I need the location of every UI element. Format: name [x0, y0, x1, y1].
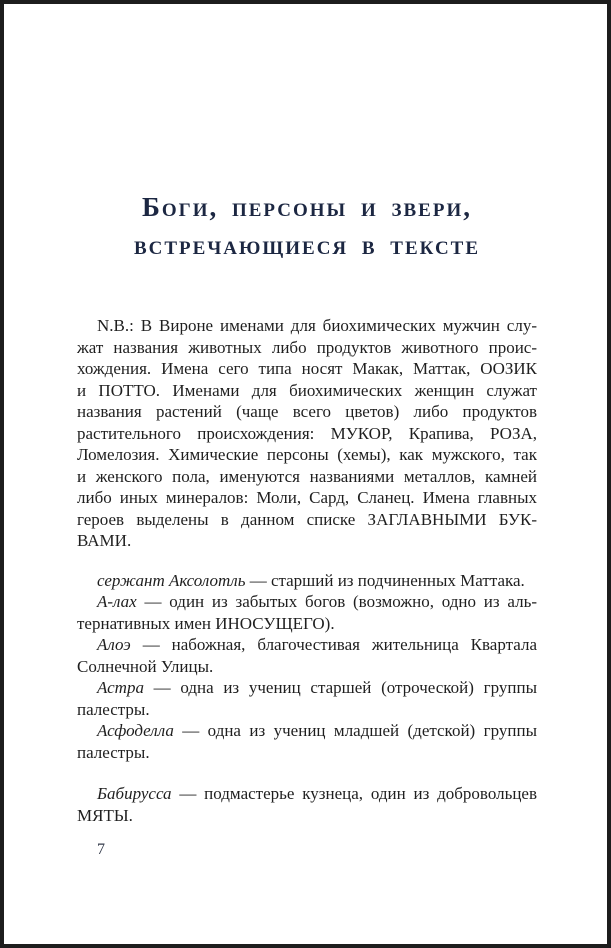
entry-description: — старший из подчиненных Маттака. [245, 570, 525, 590]
chapter-title-line-2: встречающиеся в тексте [133, 230, 481, 260]
glossary-entry [77, 591, 537, 634]
glossary-entry [77, 783, 537, 826]
text-line: либо иных минералов: Моли, Сард, Сланец. Имена главных [77, 488, 537, 507]
text-line: Ломелозия. Химические персоны (хемы), как мужского, так [77, 445, 537, 464]
entry-line [77, 783, 537, 805]
glossary-entry [77, 677, 537, 720]
glossary-entry [77, 634, 537, 677]
text-line: жат названия животных либо продуктов животного проис- [77, 337, 537, 357]
entry-description: — набожная, благочестивая жительница Квартала [130, 635, 537, 654]
entry-line [77, 677, 537, 699]
entry-description: — одна из учениц младшей (детской) группы [173, 721, 537, 740]
entry-name: Астра [97, 678, 144, 697]
text-line: ВАМИ. [77, 531, 132, 550]
entry-name: сержант Аксолотль [97, 570, 246, 590]
text-line: хождения. Имена сего типа носят Макак, Маттак, ООЗИК [77, 359, 537, 378]
text-line: растительного происхождения: МУКОР, Крапива, РОЗА, [77, 423, 537, 443]
entry-name: Асфоделла [97, 721, 174, 740]
glossary-list [77, 570, 537, 827]
entry-description: — один из забытых богов (возможно, одно из аль- [136, 592, 537, 611]
chapter-title [77, 188, 537, 264]
entry-line: палестры. [77, 742, 150, 762]
text-line: N.B.: В Вироне именами для биохимических мужчин слу- [97, 316, 537, 335]
chapter-title-line-1: Боги, персоны и звери, [141, 192, 472, 222]
entry-line: тернативных имен ИНОСУЩЕГО). [77, 613, 335, 633]
entry-line [77, 720, 537, 742]
text-line: и ПОТТО. Именами для биохимических женщин служат [77, 380, 537, 400]
glossary-entry [77, 720, 537, 763]
entry-name: Бабирусса [97, 784, 172, 803]
text-line: и женского пола, именуются названиями металлов, камней [77, 466, 537, 486]
entry-name: Алоэ [97, 635, 131, 654]
text-line: героев выделены в данном списке ЗАГЛАВНЫМИ БУК- [77, 509, 537, 529]
entry-description: — подмастерье кузнеца, один из добровольцев [171, 784, 537, 803]
entry-line [77, 591, 537, 613]
text-line: названия растений (чаще всего цветов) либо продуктов [77, 402, 537, 421]
glossary-entry [77, 570, 537, 592]
entry-line: палестры. [77, 699, 150, 719]
entry-name: А-лах [97, 592, 137, 611]
page-number: 7 [97, 841, 105, 858]
entry-line [77, 570, 537, 592]
page-content [4, 188, 607, 859]
entry-description: — одна из учениц старшей (отроческой) группы [143, 678, 537, 697]
intro-paragraph [77, 315, 537, 552]
entry-line [77, 634, 537, 656]
entry-line: Солнечной Улицы. [77, 656, 214, 676]
entry-line: МЯТЫ. [77, 805, 133, 825]
